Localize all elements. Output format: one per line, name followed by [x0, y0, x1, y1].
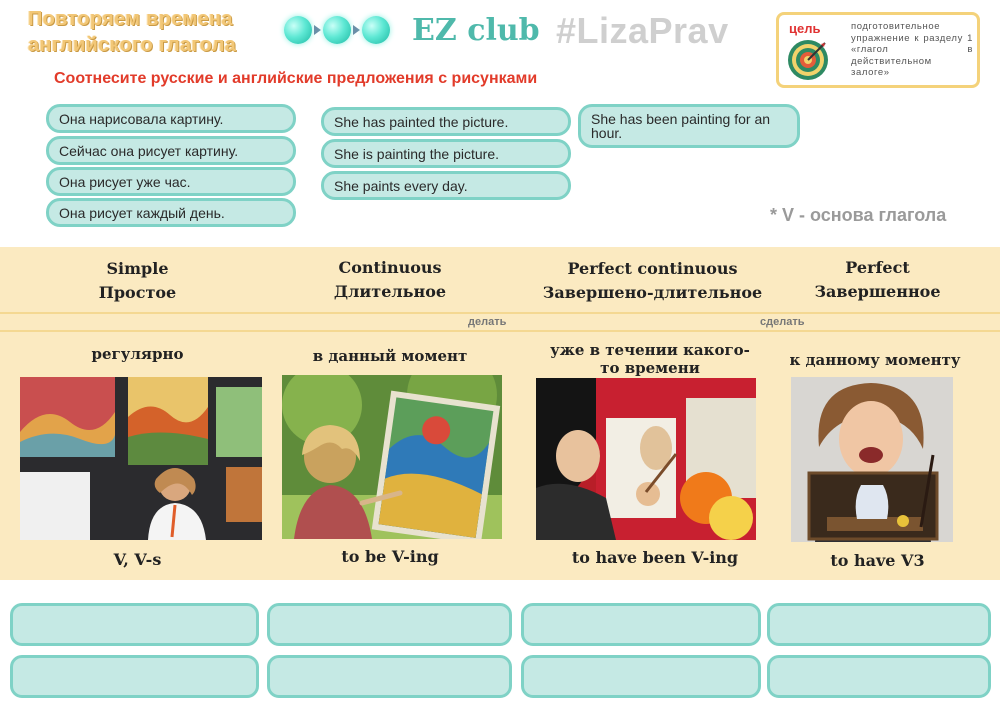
answer-drop-slot[interactable] — [521, 603, 761, 646]
answer-drop-slot[interactable] — [521, 655, 761, 698]
en-sentence-chip[interactable]: She has been painting for an hour. — [578, 104, 800, 148]
aspect-label-imperfective: делать — [468, 316, 507, 328]
ru-sentence-chip[interactable]: Она рисует уже час. — [46, 167, 296, 196]
dot-icon — [284, 16, 312, 44]
arrow-right-icon — [353, 25, 360, 35]
tense-name-ru: Простое — [98, 283, 177, 302]
dot-icon — [323, 16, 351, 44]
hashtag: #LizaPrav — [556, 10, 729, 51]
tense-formula: to have been V-ing — [571, 548, 739, 567]
en-sentence-chip[interactable]: She has painted the picture. — [321, 107, 571, 136]
answer-drop-slot[interactable] — [10, 603, 259, 646]
answer-drop-slot[interactable] — [767, 655, 991, 698]
arrow-right-icon — [314, 25, 321, 35]
instruction: Соотнесите русские и английские предложения с рисунками — [54, 70, 538, 87]
ru-sentence-chip[interactable]: Она рисует каждый день. — [46, 198, 296, 227]
aspect-label-perfective: сделать — [760, 316, 805, 328]
tense-formula: to have V3 — [830, 551, 925, 570]
title-line-2: английского глагола — [28, 34, 237, 56]
tense-formula: V, V-s — [113, 550, 162, 569]
tense-name-en: Perfect continuous — [567, 259, 738, 278]
tense-name-ru: Завершено-длительное — [542, 283, 763, 302]
tense-formula: to be V-ing — [341, 547, 439, 566]
ru-sentence-chip[interactable]: Она нарисовала картину. — [46, 104, 296, 133]
brand-logo: EZ club — [412, 13, 540, 48]
tense-context: в данный момент — [312, 347, 468, 365]
en-sentence-chip[interactable]: She paints every day. — [321, 171, 571, 200]
answer-drop-slot[interactable] — [267, 603, 512, 646]
divider — [0, 330, 1000, 332]
goal-label: цель — [789, 21, 821, 36]
photo-child-painter — [536, 378, 756, 540]
photo-gallery-painter — [20, 377, 262, 540]
ru-sentence-chip[interactable]: Сейчас она рисует картину. — [46, 136, 296, 165]
tense-header-perfect — [790, 256, 965, 304]
answer-drop-slot[interactable] — [767, 603, 991, 646]
tense-name-ru: Длительное — [333, 282, 447, 301]
tense-name-ru: Завершенное — [814, 282, 941, 301]
photo-outdoor-painter — [282, 375, 502, 539]
verb-base-note: * V - основа глагола — [770, 205, 947, 225]
tense-context: регулярно — [91, 345, 184, 363]
answer-drop-slot[interactable] — [10, 655, 259, 698]
divider — [0, 312, 1000, 314]
title-line-1: Повторяем времена — [28, 8, 233, 30]
tense-header-simple — [60, 257, 215, 305]
dot-icon — [362, 16, 390, 44]
tense-header-continuous — [290, 256, 490, 304]
tense-name-en: Continuous — [338, 258, 442, 277]
progress-dots — [284, 16, 390, 44]
goal-box — [776, 12, 980, 88]
tense-context: уже в течении какого-то времени — [550, 341, 750, 377]
tense-name-en: Perfect — [845, 258, 910, 277]
en-sentence-chip[interactable]: She is painting the picture. — [321, 139, 571, 168]
goal-text: подготовительное упражнение к разделу 1 «глагол в действительном залоге» — [851, 21, 973, 78]
tense-context: к данному моменту — [789, 351, 961, 369]
tense-header-perfect-continuous — [520, 257, 785, 305]
answer-drop-slot[interactable] — [267, 655, 512, 698]
target-icon — [787, 39, 829, 81]
tense-name-en: Simple — [106, 259, 169, 278]
photo-happy-painter — [791, 377, 953, 542]
